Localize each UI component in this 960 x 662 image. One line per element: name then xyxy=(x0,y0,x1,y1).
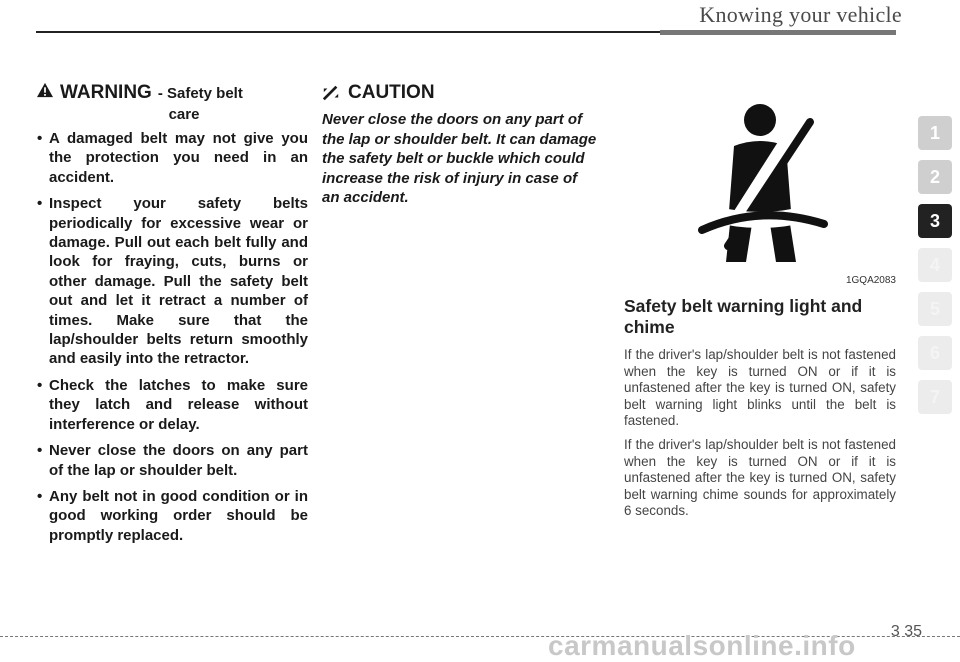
caution-label: CAUTION xyxy=(348,82,435,103)
warning-subtitle-cont: care xyxy=(168,106,200,123)
caution-slash-icon xyxy=(322,85,340,101)
warning-item: • Inspect your safety belts periodically for excessive wear or damage. Pull out each belt fully and look for fraying, cuts, burns or other damage. Pull the safety belt out and let it retract a number of times. Make sure that the lap/shoulder belts return smoothly and easily into the retractor. xyxy=(36,194,308,369)
seatbelt-warning-icon xyxy=(694,96,830,266)
watermark: carmanualsonline.info xyxy=(548,630,856,661)
warning-title xyxy=(36,82,308,104)
warning-list xyxy=(36,129,308,545)
caution-text: Never close the doors on any part of the lap or shoulder belt. It can damage the safety belt or buckle which could increase the risk of injury in case of an accident. xyxy=(322,111,597,206)
warning-box xyxy=(36,82,308,552)
warning-item: • Any belt not in good condition or in good working order should be promptly replaced. xyxy=(36,487,308,545)
section-heading: Safety belt warning light and chime xyxy=(624,296,863,337)
warning-item: • A damaged belt may not give you the protection you need in an accident. xyxy=(36,129,308,187)
chapter-tab-7[interactable]: 7 xyxy=(918,380,952,414)
caution-title xyxy=(322,82,598,104)
chapter-tab-6[interactable]: 6 xyxy=(918,336,952,370)
figure-code: 1GQA2083 xyxy=(845,275,896,286)
header-title: Knowing your vehicle xyxy=(699,2,902,27)
chapter-tab-1[interactable]: 1 xyxy=(918,116,952,150)
chapter-tabs xyxy=(918,116,960,424)
warning-item: • Never close the doors on any part of the lap or shoulder belt. xyxy=(36,441,308,480)
body-paragraph: If the driver's lap/shoulder belt is not fastened when the key is turned ON or if it is unfastened after the key is turned ON, safety belt warning chime sounds for approximately 6 seconds. xyxy=(624,436,896,519)
caution-box xyxy=(322,82,598,208)
chime-section xyxy=(624,296,896,527)
warning-subtitle: - Safety belt xyxy=(157,85,243,102)
warning-item: • Check the latches to make sure they latch and release without interference or delay. xyxy=(36,376,308,434)
chapter-tab-5[interactable]: 5 xyxy=(918,292,952,326)
chapter-tab-4[interactable]: 4 xyxy=(918,248,952,282)
header-rule-accent xyxy=(660,30,896,35)
warning-triangle-icon xyxy=(36,82,54,98)
chapter-tab-3[interactable]: 3 xyxy=(918,204,952,238)
page-number: 3 35 xyxy=(890,623,922,640)
chapter-tab-2[interactable]: 2 xyxy=(918,160,952,194)
body-paragraph: If the driver's lap/shoulder belt is not fastened when the key is turned ON or if it is unfastened after the key is turned ON, safety belt warning light blinks until the belt is fastened. xyxy=(624,347,896,429)
warning-label: WARNING xyxy=(60,82,152,103)
